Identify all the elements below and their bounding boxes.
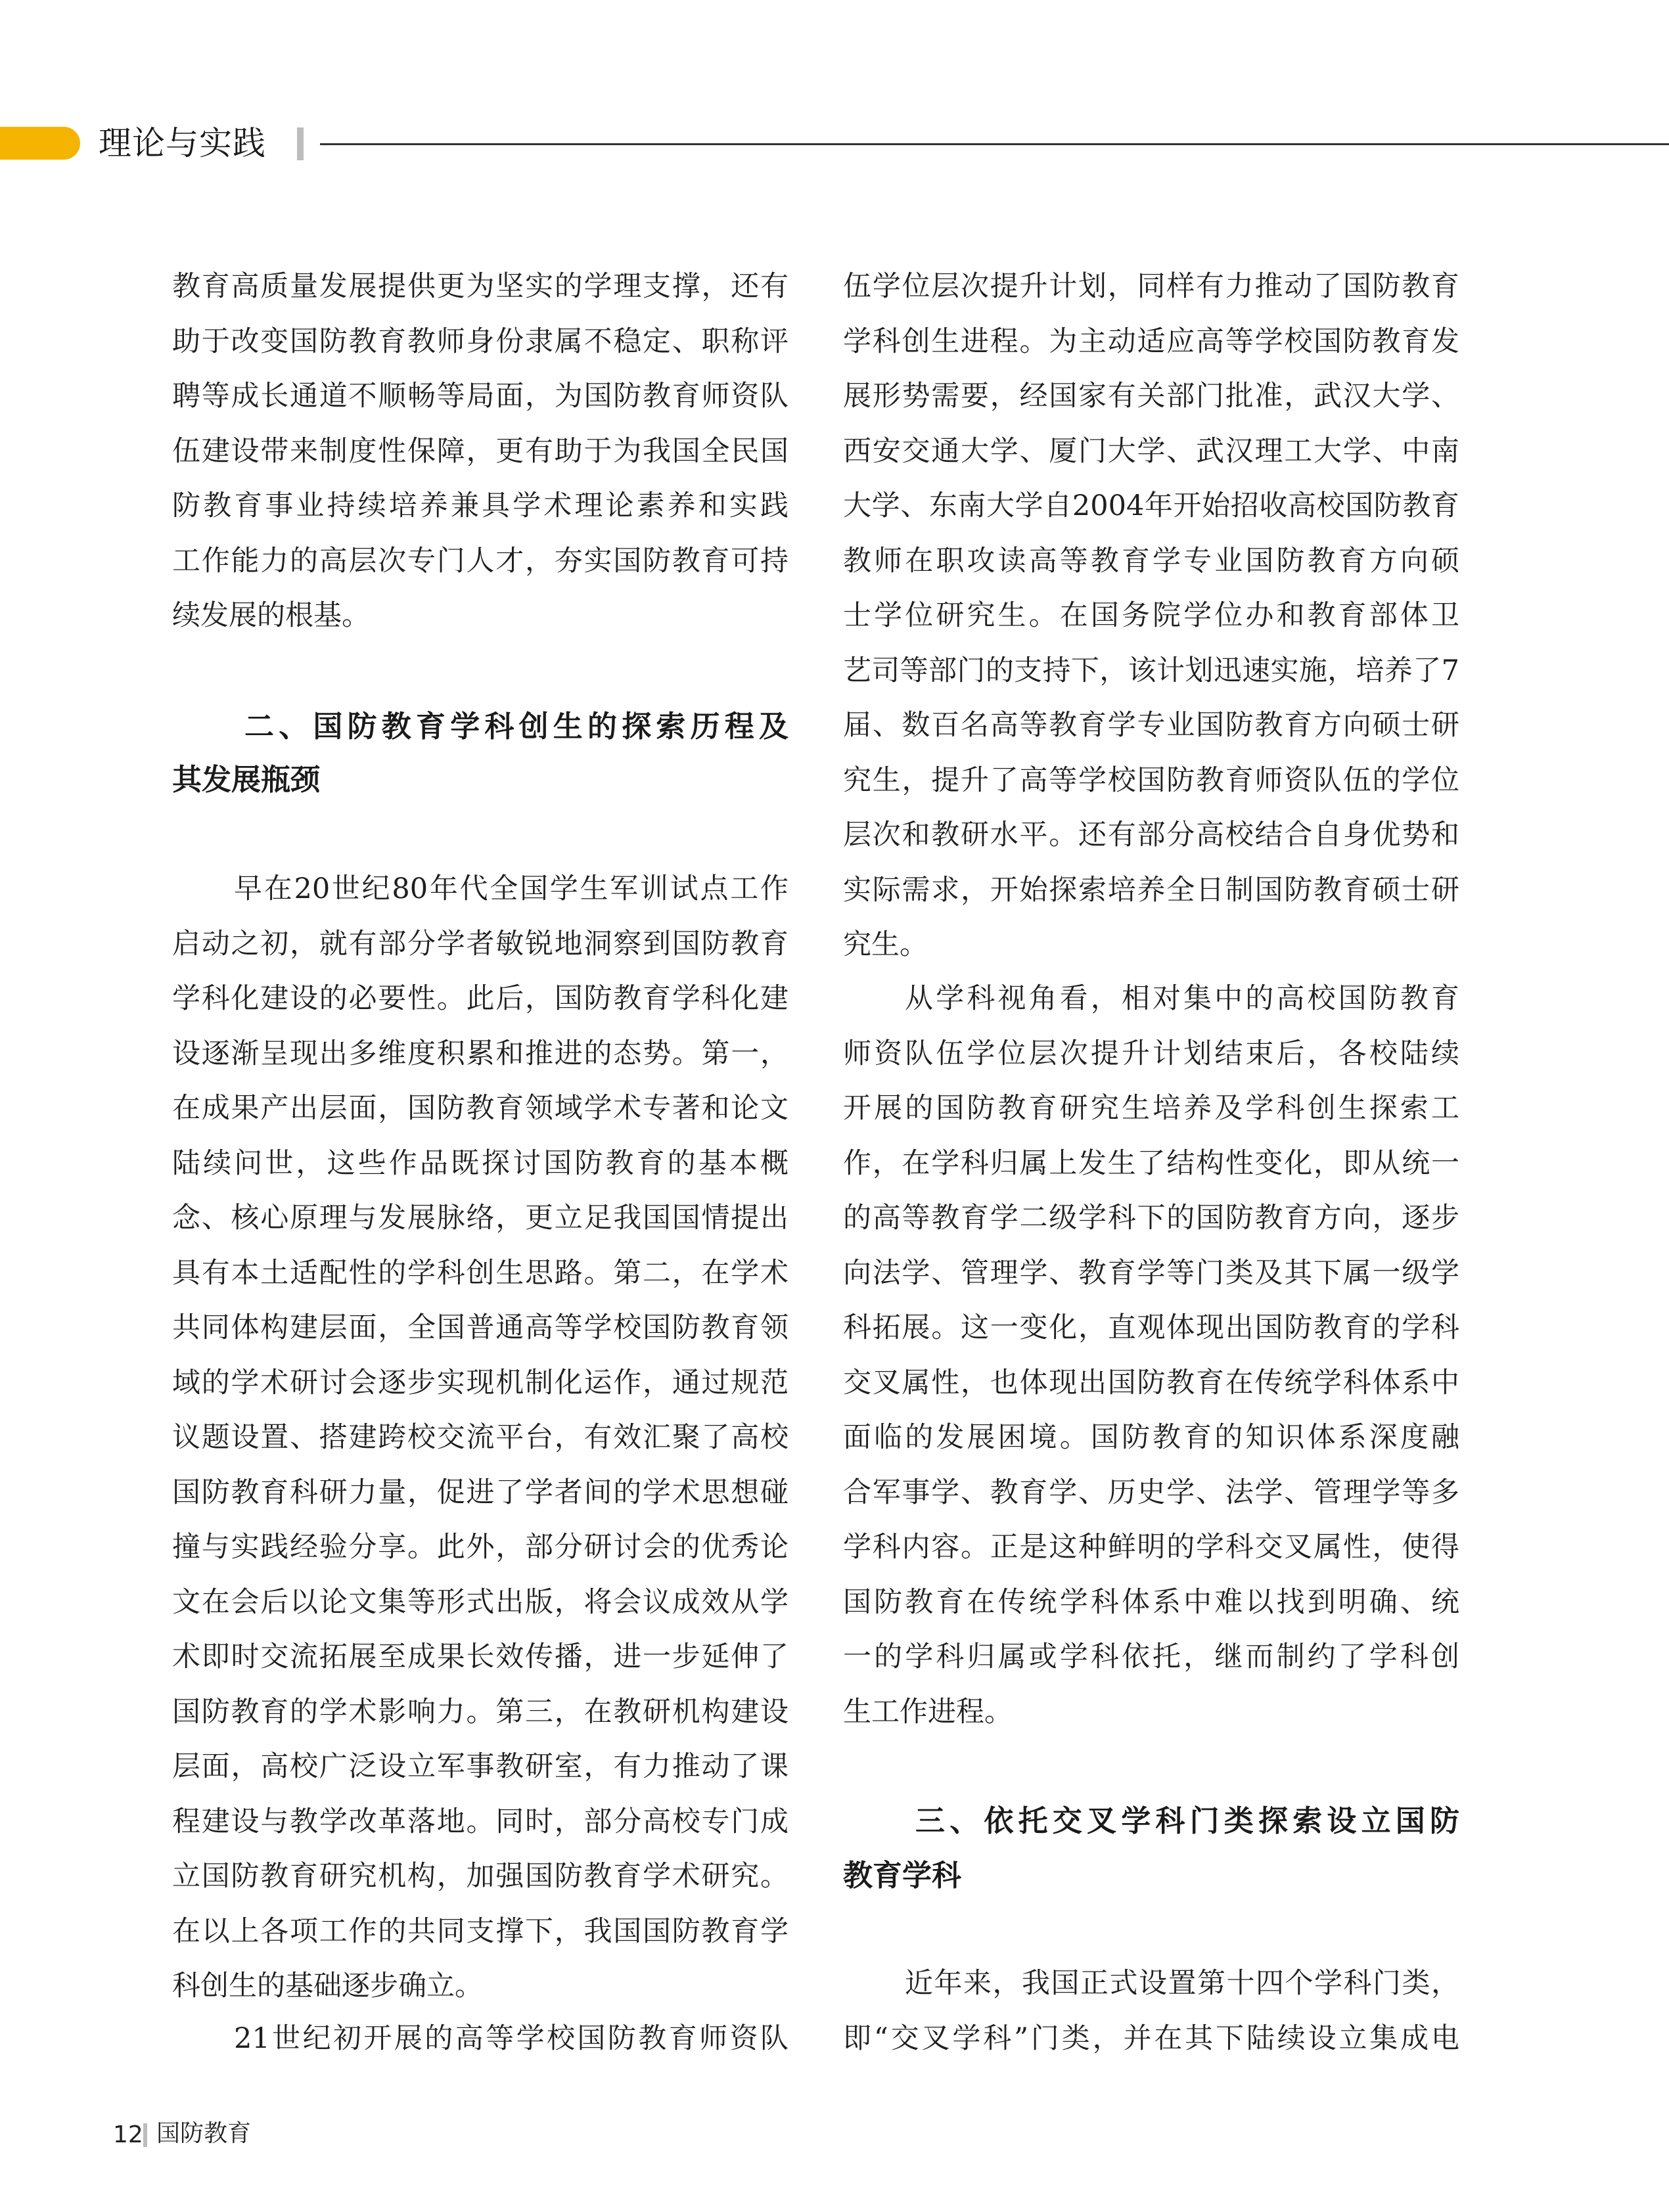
publication-name: 国防教育 <box>156 2120 252 2147</box>
paragraph-line: 合军事学、教育学、历史学、法学、管理学等多 <box>843 1476 1459 1509</box>
section-heading-line: 二、国防教育学科创生的探索历程及 <box>244 709 789 744</box>
paragraph-line: 科创生的基础逐步确立。 <box>172 1970 483 2002</box>
paragraph-line: 艺司等部门的支持下，该计划迅速实施，培养了7 <box>843 654 1459 687</box>
paragraph-line: 学科内容。正是这种鲜明的学科交叉属性，使得 <box>843 1531 1459 1564</box>
paragraph-line: 层次和教研水平。还有部分高校结合自身优势和 <box>843 819 1459 851</box>
paragraph-line: 究生，提升了高等学校国防教育师资队伍的学位 <box>843 763 1459 797</box>
paragraph-line: 议题设置、搭建跨校交流平台，有效汇聚了高校 <box>172 1421 789 1454</box>
paragraph-line: 的高等教育学二级学科下的国防教育方向，逐步 <box>843 1202 1459 1234</box>
paragraph-line: 作，在学科归属上发生了结构性变化，即从统一 <box>843 1146 1459 1180</box>
paragraph-line: 伍学位层次提升计划，同样有力推动了国防教育 <box>843 270 1459 303</box>
section-name: 理论与实践 <box>99 124 266 162</box>
paragraph-line: 科拓展。这一变化，直观体现出国防教育的学科 <box>843 1311 1459 1344</box>
paragraph-line: 伍建设带来制度性保障，更有助于为我国全民国 <box>172 434 789 468</box>
header-rule <box>320 143 1669 145</box>
paragraph-line: 教师在职攻读高等教育学专业国防教育方向硕 <box>843 544 1459 577</box>
paragraph-line: 学科创生进程。为主动适应高等学校国防教育发 <box>843 325 1459 358</box>
section-heading-line: 三、依托交叉学科门类探索设立国防 <box>915 1803 1459 1838</box>
page-number: 12 <box>113 2121 143 2148</box>
paragraph-line: 即“交叉学科”门类，并在其下陆续设立集成电 <box>843 2021 1459 2055</box>
paragraph-line: 术即时交流拓展至成果长效传播，进一步延伸了 <box>172 1640 789 1673</box>
paragraph-line: 教育高质量发展提供更为坚实的学理支撑，还有 <box>172 270 789 303</box>
paragraph-line: 念、核心原理与发展脉络，更立足我国国情提出 <box>172 1202 789 1234</box>
paragraph-line: 文在会后以论文集等形式出版，将会议成效从学 <box>172 1585 789 1619</box>
paragraph-line: 在成果产出层面，国防教育领域学术专著和论文 <box>172 1092 789 1125</box>
paragraph-line: 从学科视角看，相对集中的高校国防教育 <box>905 982 1459 1015</box>
section-tab-accent <box>0 127 80 160</box>
paragraph-line: 域的学术研讨会逐步实现机制化运作，通过规范 <box>172 1366 789 1399</box>
paragraph-line: 续发展的根基。 <box>172 599 370 632</box>
paragraph-line: 聘等成长通道不顺畅等局面，为国防教育师资队 <box>172 380 789 413</box>
paragraph-line: 师资队伍学位层次提升计划结束后，各校陆续 <box>843 1037 1459 1070</box>
paragraph-line: 生工作进程。 <box>843 1695 1013 1728</box>
paragraph-line: 大学、东南大学自2004年开始招收高校国防教育 <box>843 489 1459 522</box>
header-divider-bar <box>297 127 304 160</box>
paragraph-line: 届、数百名高等教育学专业国防教育方向硕士研 <box>843 709 1459 742</box>
section-heading-line: 教育学科 <box>843 1858 962 1893</box>
paragraph-line: 向法学、管理学、教育学等门类及其下属一级学 <box>843 1256 1459 1290</box>
paragraph-line: 国防教育在传统学科体系中难以找到明确、统 <box>843 1585 1459 1619</box>
paragraph-line: 防教育事业持续培养兼具学术理论素养和实践 <box>172 489 789 522</box>
paragraph-line: 究生。 <box>843 928 928 961</box>
paragraph-line: 陆续问世，这些作品既探讨国防教育的基本概 <box>172 1146 789 1180</box>
paragraph-line: 在以上各项工作的共同支撑下，我国国防教育学 <box>172 1914 789 1948</box>
footer-divider-bar <box>143 2123 147 2147</box>
paragraph-line: 立国防教育研究机构，加强国防教育学术研究。 <box>172 1860 789 1893</box>
paragraph-line: 共同体构建层面，全国普通高等学校国防教育领 <box>172 1311 789 1344</box>
paragraph-line: 国防教育科研力量，促进了学者间的学术思想碰 <box>172 1476 789 1509</box>
paragraph-line: 面临的发展困境。国防教育的知识体系深度融 <box>843 1421 1459 1454</box>
paragraph-line: 实际需求，开始探索培养全日制国防教育硕士研 <box>843 873 1459 907</box>
paragraph-line: 层面，高校广泛设立军事教研室，有力推动了课 <box>172 1750 789 1783</box>
paragraph-line: 21世纪初开展的高等学校国防教育师资队 <box>234 2022 789 2055</box>
paragraph-line: 展形势需要，经国家有关部门批准，武汉大学、 <box>843 380 1459 413</box>
section-heading-line: 其发展瓶颈 <box>172 762 321 797</box>
paragraph-line: 程建设与教学改革落地。同时，部分高校专门成 <box>172 1805 789 1838</box>
paragraph-line: 西安交通大学、厦门大学、武汉理工大学、中南 <box>843 434 1459 468</box>
paragraph-line: 设逐渐呈现出多维度积累和推进的态势。第一， <box>172 1037 789 1070</box>
paragraph-line: 开展的国防教育研究生培养及学科创生探索工 <box>843 1092 1459 1125</box>
paragraph-line: 早在20世纪80年代全国学生军训试点工作 <box>234 872 789 905</box>
paragraph-line: 撞与实践经验分享。此外，部分研讨会的优秀论 <box>172 1531 789 1564</box>
paragraph-line: 工作能力的高层次专门人才，夯实国防教育可持 <box>172 544 789 577</box>
paragraph-line: 启动之初，就有部分学者敏锐地洞察到国防教育 <box>172 927 789 960</box>
paragraph-line: 学科化建设的必要性。此后，国防教育学科化建 <box>172 982 789 1015</box>
paragraph-line: 一的学科归属或学科依托，继而制约了学科创 <box>843 1640 1459 1673</box>
paragraph-line: 近年来，我国正式设置第十四个学科门类， <box>905 1967 1459 2000</box>
paragraph-line: 交叉属性，也体现出国防教育在传统学科体系中 <box>843 1366 1459 1399</box>
paragraph-line: 助于改变国防教育教师身份隶属不稳定、职称评 <box>172 325 789 358</box>
paragraph-line: 具有本土适配性的学科创生思路。第二，在学术 <box>172 1256 789 1290</box>
paragraph-line: 国防教育的学术影响力。第三，在教研机构建设 <box>172 1695 789 1728</box>
paragraph-line: 士学位研究生。在国务院学位办和教育部体卫 <box>843 599 1459 632</box>
